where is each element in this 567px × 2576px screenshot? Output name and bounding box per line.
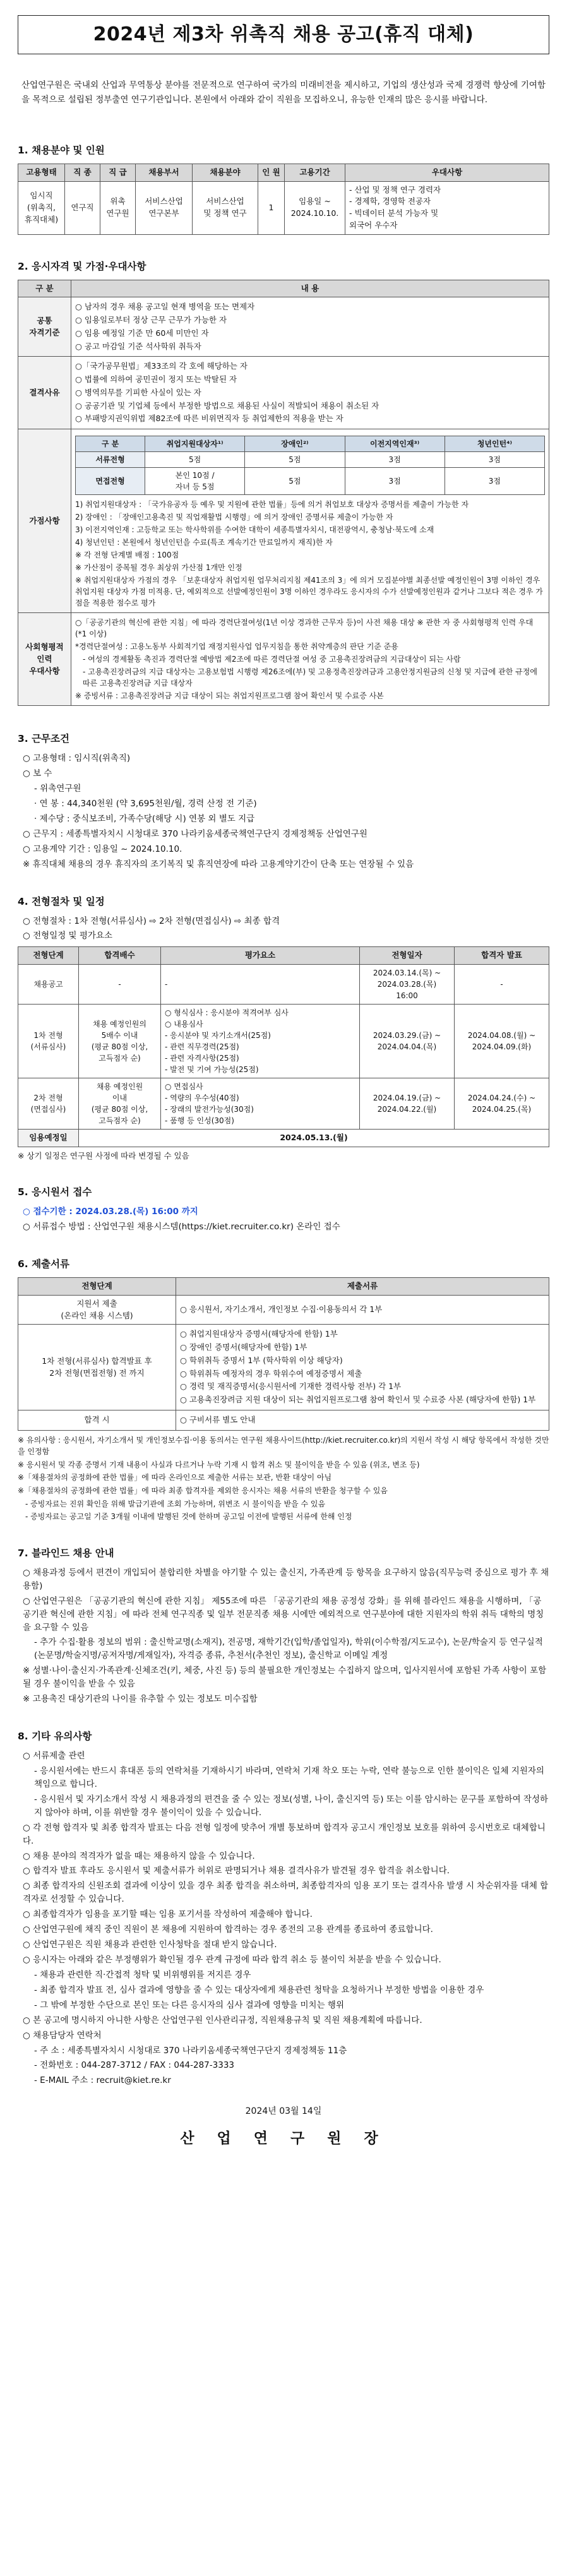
section-heading: 4. 전형절차 및 일정	[18, 895, 105, 907]
docs-list	[180, 1414, 545, 1426]
list-item: ○ 채용 분야의 적격자가 없을 때는 채용하지 않을 수 있습니다.	[23, 1851, 255, 1861]
list-item: ○ 부패방지권익위법 제82조에 따른 비위면직자 등 취업제한의 적용을 받는 자	[75, 414, 343, 424]
list-item: 4) 청년인턴 : 본원에서 청년인턴을 수료(특조 계속기간 만료일까지 재직)한 자	[75, 538, 333, 547]
row-label-bonus: 가점사항	[18, 429, 71, 613]
schedule-cell: 2024.03.14.(목) ~ 2024.03.28.(목) 16:00	[360, 965, 455, 1005]
common-criteria-list	[75, 301, 545, 352]
bonus-col-header: 이전지역인재³⁾	[345, 436, 445, 452]
list-item: - 추가 수집·활용 정보의 범위 : 출신학교명(소재지), 전공명, 재학기간(입학/졸업일자), 학위(이수학점/지도교수), 논문/학술지 등 연구실적(논문명/학술지명/공저자명/게재일자), 자격증 종류, 추천서(추천인 정보), 출신학교 이메일 계정	[34, 1637, 543, 1661]
bonus-points-table	[75, 436, 545, 495]
row-label-social: 사회형평적 인력 우대사항	[18, 613, 71, 706]
disqualification-list	[75, 361, 545, 425]
col-header: 전형일자	[360, 947, 455, 965]
documents-row	[18, 1325, 549, 1410]
schedule-cell: 2차 전형 (면접심사)	[18, 1078, 79, 1130]
list-item: ※ 고용촉진 대상기관의 나이를 유추할 수 있는 정보도 미수집함	[23, 1694, 258, 1705]
list-item: ○ 응시자는 아래와 같은 부정행위가 확인될 경우 관계 규정에 따라 합격 취소 등 불이익 처분을 받을 수 있습니다.	[23, 1954, 441, 1965]
list-item: · 제수당 : 중식보조비, 가족수당(해당 시) 연봉 외 별도 지급	[34, 813, 255, 824]
list-item: - 증빙자료는 공고일 기준 3개월 이내에 발행된 것에 한하며 공고일 이전에 발행된 서류에 한해 인정	[25, 1512, 352, 1522]
bonus-cell: 본인 10점 / 자녀 등 5점	[145, 468, 245, 495]
list-item: ※「채용절차의 공정화에 관한 법률」에 따라 최종 합격자를 제외한 응시자는 채용 서류의 반환을 청구할 수 있음	[18, 1486, 388, 1496]
list-item: ○「공공기관의 혁신에 관한 지침」에 따라 경력단절여성(1년 이상 경과한 근무자 등)이 사전 채용 대상 ※ 관한 자 중 사회형평적 인력 우대 (*1 이상)	[75, 618, 534, 639]
list-item: ※ 응시원서 및 각종 증명서 기재 내용이 사실과 다르거나 누락 기재 시 합격 취소 및 불이익을 받을 수 있음 (위조, 변조 등)	[18, 1460, 420, 1469]
list-item: ○ 고용형태 : 임시직(위촉직)	[23, 753, 131, 764]
doc-item: ○ 응시원서, 자기소개서, 개인정보 수집·이용동의서 각 1부	[180, 1304, 383, 1315]
list-item: ○「국가공무원법」제33조의 각 호에 해당하는 자	[75, 361, 248, 371]
application-deadline: ○ 접수기한 : 2024.03.28.(목) 16:00 까지	[23, 1207, 198, 1217]
schedule-note: ※ 상기 일정은 연구원 사정에 따라 변경될 수 있음	[18, 1150, 189, 1160]
col-header: 제출서류	[176, 1278, 549, 1296]
list-item: ※ 증빙서류 : 고용촉진장려금 지급 대상이 되는 취업지원프로그램 참여 확인서 및 수료증 사본	[75, 691, 384, 701]
schedule-cell: 채용공고	[18, 965, 79, 1005]
list-item: *경력단절여성 : 고용노동부 사회적기업 재정지원사업 업무지침을 통한 취약계층의 판단 기준 준용	[75, 642, 398, 652]
schedule-row	[18, 1078, 549, 1130]
list-item: ○ 전형일정 및 평가요소	[23, 931, 113, 941]
section-heading: 2. 응시자격 및 가점·우대사항	[18, 260, 146, 272]
list-item: ○ 산업연구원에 채직 중인 직원이 본 채용에 지원하여 합격하는 경우 종전의 고용 관계를 종료하여 종료합니다.	[23, 1924, 433, 1935]
signature: 산 업 연 구 원 장	[180, 2130, 387, 2147]
bonus-cell: 5점	[245, 468, 345, 495]
notes-list	[18, 1750, 549, 2087]
doc-item: ○ 취업지원대상자 증명서(해당자에 한함) 1부	[180, 1329, 338, 1339]
section-heading: 8. 기타 유의사항	[18, 1731, 92, 1743]
bonus-notes-list	[75, 499, 545, 609]
bonus-col-header: 취업지원대상자¹⁾	[145, 436, 245, 452]
list-item: ○ 채용과정 등에서 편견이 개입되어 불합리한 차별을 야기할 수 있는 출신지, 가족관계 등 항목을 요구하지 않음(직무능력 중심으로 평가 후 채용함)	[23, 1567, 549, 1591]
schedule-row	[18, 965, 549, 1005]
list-item: ○ 합격자 발표 후라도 응시원서 및 제출서류가 허위로 판명되거나 채용 결격사유가 발견될 경우 합격을 취소합니다.	[23, 1866, 450, 1876]
table-cell: 서비스산업 및 정책 연구	[193, 181, 258, 234]
schedule-cell: 채용 예정인원의 5배수 이내 (평균 80점 이상, 고득점자 순)	[79, 1005, 161, 1078]
list-item: ※ 휴직대체 채용의 경우 휴직자의 조기복직 및 휴직연장에 따라 고용계약기간이 단축 또는 연장될 수 있음	[23, 859, 414, 869]
list-item: ○ 채용담당자 연락처	[23, 2030, 102, 2041]
list-item: - 응시원서 및 자기소개서 작성 시 채용과정의 편견을 줄 수 있는 정보(성별, 나이, 출신지역 등) 또는 이를 암시하는 문구를 포함하여 작성하지 않아야 하며, 이를 위반할 경우 불이익이 있을 수 있습니다.	[34, 1794, 549, 1818]
list-item: ○ 임용일로부터 정상 근무 근무가 가능한 자	[75, 315, 227, 325]
table-cell: 임용일 ~ 2024.10.10.	[285, 181, 345, 234]
bonus-row-label: 서류전형	[76, 452, 145, 468]
bonus-cell: 3점	[345, 452, 445, 468]
schedule-cell: 2024.04.08.(월) ~ 2024.04.09.(화)	[455, 1005, 549, 1078]
col-header: 내 용	[71, 280, 549, 297]
col-header: 구 분	[18, 280, 71, 297]
col-header: 고용기간	[285, 164, 345, 181]
list-item: ○ 남자의 경우 채용 공고일 현재 병역을 또는 면제자	[75, 302, 255, 312]
list-item: ○ 임용 예정일 기준 만 60세 미만인 자	[75, 328, 209, 338]
section-blind-hiring	[18, 1546, 549, 1706]
bonus-col-header: 청년인턴⁴⁾	[445, 436, 544, 452]
schedule-cell: -	[79, 965, 161, 1005]
table-cell: 연구직	[65, 181, 100, 234]
col-header: 우대사항	[345, 164, 549, 181]
social-equity-list	[75, 617, 545, 701]
docs-list	[180, 1304, 545, 1316]
list-item: - 주 소 : 세종특별자치시 시청대로 370 나라키움세종국책연구단지 경제정책동 11층	[34, 2045, 347, 2056]
schedule-cell: 2024.03.29.(금) ~ 2024.04.04.(목)	[360, 1005, 455, 1078]
list-item: 3) 이전지역인재 : 고등학교 또는 학사학위를 수여한 대학이 세종특별자치시, 대전광역시, 충청남·북도에 소재	[75, 525, 434, 535]
application-method: ○ 서류접수 방법 : 산업연구원 채용시스템(https://kiet.recruiter.co.kr) 온라인 접수	[23, 1222, 340, 1232]
bonus-cell: 3점	[345, 468, 445, 495]
blind-hiring-list	[18, 1566, 549, 1706]
section-heading: 3. 근무조건	[18, 733, 69, 745]
bonus-cell: 5점	[145, 452, 245, 468]
col-header: 채용부서	[136, 164, 193, 181]
documents-notes	[18, 1434, 549, 1523]
stage-cell: 합격 시	[18, 1410, 176, 1430]
stage-cell: 지원서 제출 (온라인 채용 시스템)	[18, 1295, 176, 1325]
list-item: - 여성의 경제활동 촉진과 경력단절 예방법 제2조에 따른 경력단절 여성 중 고용촉진장려금의 지급대상이 되는 사람	[83, 655, 461, 664]
docs-list	[180, 1328, 545, 1406]
section-heading: 5. 응시원서 접수	[18, 1186, 92, 1198]
col-header: 고용형태	[18, 164, 65, 181]
list-item: - 그 밖에 부정한 수단으로 본인 또는 다른 응시자의 심사 결과에 영향을 미치는 행위	[34, 2000, 345, 2010]
schedule-cell: 2024.04.19.(금) ~ 2024.04.22.(월)	[360, 1078, 455, 1130]
list-item: ※ 가산점이 중복될 경우 최상위 가산점 1개만 인정	[75, 563, 242, 573]
bonus-row	[76, 468, 545, 495]
list-item: ○ 최종 합격자의 신원조회 결과에 이상이 있을 경우 최종 합격을 취소하며, 최종합격자의 임용 포기 또는 결격사유 발생 시 차순위자를 대체 합격자로 선정할 수 있습니다.	[23, 1881, 549, 1905]
bonus-cell: 5점	[245, 452, 345, 468]
list-item: ○ 병역의무를 기피한 사실이 있는 자	[75, 387, 201, 397]
positions-table	[18, 164, 549, 235]
doc-item: ○ 경력 및 재직증명서(응시원서에 기재한 경력사항 전부) 각 1부	[180, 1381, 402, 1392]
table-cell: 1	[258, 181, 285, 234]
col-header: 인 원	[258, 164, 285, 181]
section-heading: 1. 채용분야 및 인원	[18, 144, 105, 156]
schedule-cell: 채용 예정인원 이내 (평균 80점 이상, 고득점자 순)	[79, 1078, 161, 1130]
list-item: ○ 각 전형 합격자 및 최종 합격자 발표는 다음 전형 일정에 맞추어 개별 통보하며 합격자 공고시 개인정보 보호를 위하여 응시번호로 대체합니다.	[23, 1822, 546, 1846]
list-item: ○ 서류제출 관련	[23, 1751, 85, 1762]
bonus-row	[76, 452, 545, 468]
docs-cell	[176, 1325, 549, 1410]
doc-item: ○ 장애인 증명서(해당자에 한함) 1부	[180, 1342, 307, 1352]
list-item: ○ 본 공고에 명시하지 아니한 사항은 산업연구원 인사관리규정, 직원채용규칙 및 직원 채용계획에 따릅니다.	[23, 2015, 422, 2025]
section-procedure	[18, 894, 549, 1162]
list-item: ○ 전형절차 : 1차 전형(서류심사) ⇨ 2차 전형(면접심사) ⇨ 최종 합격	[23, 915, 280, 926]
col-header: 전형단계	[18, 1278, 176, 1296]
bonus-cell: 3점	[445, 452, 544, 468]
conditions-list	[18, 752, 549, 871]
table-cell: 서비스산업 연구본부	[136, 181, 193, 234]
schedule-cell: 2024.04.24.(수) ~ 2024.04.25.(목)	[455, 1078, 549, 1130]
qualifications-table	[18, 280, 549, 707]
docs-cell	[176, 1410, 549, 1430]
schedule-cell: -	[455, 965, 549, 1005]
appoint-label: 임용예정일	[18, 1130, 79, 1147]
table-cell: - 산업 및 정책 연구 경력자 - 경제학, 경영학 전공자 - 빅데이터 분석 가능자 및 외국어 우수자	[345, 181, 549, 234]
list-item: ○ 보 수	[23, 768, 52, 779]
row-label-disqualification: 결격사유	[18, 357, 71, 429]
section-application	[18, 1184, 549, 1234]
list-item: ※ 성별·나이·출신지·가족관계·신체조건(키, 체중, 사진 등) 등의 불필요한 개인정보는 수집하지 않으며, 입사지원서에 포함된 가족 사항이 포함될 경우 불이익을 받을 수 있음	[23, 1666, 547, 1690]
doc-item: ○ 학위취득 증명서 1부 (학사학위 이상 해당자)	[180, 1355, 343, 1365]
col-header: 직 종	[65, 164, 100, 181]
appoint-date: 2024.05.13.(월)	[79, 1130, 549, 1147]
list-item: ○ 산업연구원은 직원 채용과 관련한 인사청탁을 절대 받지 않습니다.	[23, 1940, 277, 1950]
list-item: ○ 법률에 의하여 공민권이 정지 또는 박탈된 자	[75, 374, 237, 385]
list-item: ○ 고용계약 기간 : 임용일 ~ 2024.10.10.	[23, 844, 182, 854]
section-qualifications	[18, 259, 549, 707]
list-item: ※「채용절차의 공정화에 관한 법률」에 따라 온라인으로 제출한 서류는 보관, 반환 대상이 아님	[18, 1473, 332, 1482]
schedule-row	[18, 1005, 549, 1078]
section-heading: 6. 제출서류	[18, 1258, 69, 1270]
list-item: 1) 취업지원대상자 : 「국가유공자 등 예우 및 지원에 관한 법률」등에 의거 취업보호 대상자 증명서를 제출이 가능한 자	[75, 500, 469, 510]
docs-cell	[176, 1295, 549, 1325]
section-positions	[18, 143, 549, 235]
row-label-common: 공통 자격기준	[18, 297, 71, 357]
list-item: ※ 각 전형 단계별 배점 : 100점	[75, 551, 179, 560]
list-item: - 응시원서에는 반드시 휴대폰 등의 연락처를 기재하시기 바라며, 연락처 기재 착오 또는 누락, 연락 불능으로 인한 불이익은 일체 지원자의 책임으로 합니다.	[34, 1765, 544, 1789]
col-header: 채용분야	[193, 164, 258, 181]
section-heading: 7. 블라인드 채용 안내	[18, 1547, 114, 1559]
announcement-date: 2024년 03월 14일	[245, 2106, 322, 2117]
col-header: 직 급	[100, 164, 136, 181]
col-header: 합격배수	[79, 947, 161, 965]
list-item: - 고용촉진장려금의 지급 대상자는 고용보험법 시행령 제26조에(부) 및 고용정촉진장려금과 고용안정지원금의 신청 및 지급에 관한 규정에 따른 고용촉진장려금 지급 대상자	[83, 667, 537, 688]
schedule-cell: 1차 전형 (서류심사)	[18, 1005, 79, 1078]
list-item: - 최종 합격자 발표 전, 심사 결과에 영향을 줄 수 있는 대상자에게 채용관련 청탁을 요청하거나 부정한 방법을 이용한 경우	[34, 1984, 484, 1995]
list-item: ○ 공공기관 및 기업체 등에서 부정한 방법으로 채용된 사실이 적발되어 채용이 취소된 자	[75, 400, 379, 410]
list-item: ○ 최종합격자가 임용을 포기할 때는 임용 포기서를 작성하여 제출해야 합니다.	[23, 1909, 313, 1920]
stage-cell: 1차 전형(서류심사) 합격발표 후 2차 전형(면접전형) 전 까지	[18, 1325, 176, 1410]
list-item: · 연 봉 : 44,340천원 (약 3,695천원/월, 경력 산정 전 기준)	[34, 798, 257, 809]
schedule-cell: ○ 면접심사 - 역량의 우수성(40점) - 장래의 발전가능성(30점) - 품행 등 인성(30점)	[161, 1078, 360, 1130]
col-header: 합격자 발표	[455, 947, 549, 965]
procedure-list	[18, 915, 549, 943]
list-item: ○ 산업연구원은 「공공기관의 혁신에 관한 지침」 제55조에 따른 「공공기관의 채용 공정성 강화」를 위해 블라인드 채용을 시행하며, 「공공기관 혁신에 관한 지침」에 따라 전체 연구직종 및 일부 전문직종 채용 시에만 예외적으로 연구분야에 대한 지원자의 학위 취득 대학의 명칭을 요구할 수 있음	[23, 1595, 544, 1633]
list-item: ※ 유의사항 : 응시원서, 자기소개서 및 개인정보수집·이용 동의서는 연구원 채용사이트(http://kiet.recruiter.co.kr)의 지원서 작성 시 해당 항목에서 작성한 것만을 인정함	[18, 1435, 549, 1457]
section-conditions	[18, 731, 549, 871]
list-item: - E-MAIL 주소 : recruit@kiet.re.kr	[34, 2075, 171, 2086]
bonus-col-header: 구 분	[76, 436, 145, 452]
list-item: - 채용과 관련한 직·간접적 청탁 및 비위행위를 저지른 경우	[34, 1969, 251, 1980]
documents-table	[18, 1277, 549, 1431]
list-item: - 위촉연구원	[34, 784, 81, 794]
table-cell: 임시직 (위촉직, 휴직대체)	[18, 181, 65, 234]
list-item: ※ 취업지원대상자 가점의 경우 「보훈대상자 취업지원 업무처리지침 제41조의 3」에 의거 모집분야별 최종선발 예정인원이 3명 이하인 경우 취업지원 대상자 가점 미적용. 단, 예외적으로 선발예정인원이 3명 이하인 경우라도 응시자의 수가 선발예정인원과 같거나 그보다 적은 경우 가점을 적용한 점수로 평가	[75, 576, 543, 608]
bonus-col-header: 장애인²⁾	[245, 436, 345, 452]
col-header: 평가요소	[161, 947, 360, 965]
bonus-cell: 3점	[445, 468, 544, 495]
schedule-table	[18, 946, 549, 1147]
section-notes	[18, 1729, 549, 2087]
list-item: - 전화번호 : 044-287-3712 / FAX : 044-287-3333	[34, 2060, 234, 2071]
table-cell: 위촉 연구원	[100, 181, 136, 234]
schedule-cell: ○ 형식심사 : 응시분야 적격여부 심사 ○ 내용심사 - 응시분야 및 자기소개서(25점) - 관련 직무경력(25점) - 관련 자격사항(25점) - 발전 및 기여 가능성(25점)	[161, 1005, 360, 1078]
documents-row	[18, 1295, 549, 1325]
intro-paragraph: 산업연구원은 국내외 산업과 무역통상 분야를 전문적으로 연구하여 국가의 미래비전을 제시하고, 기업의 생산성과 국제 경쟁력 향상에 기여함을 목적으로 설립된 정부출연 연구기관입니다. 본원에서 아래와 같이 직원을 모집하오니, 유능한 인재의 많은 응시를 바랍니다.	[21, 80, 546, 105]
list-item: 2) 장애인 : 「장애인고용촉진 및 직업재활법 시행령」에 의거 장애인 증명서류 제출이 가능한 자	[75, 513, 393, 522]
doc-item: ○ 고용촉진장려금 지원 대상이 되는 취업지원프로그램 참여 확인서 및 수료증 사본 (해당자에 한함) 1부	[180, 1395, 536, 1405]
col-header: 전형단계	[18, 947, 79, 965]
section-documents	[18, 1256, 549, 1523]
list-item: ○ 근무지 : 세종특별자치시 시청대로 370 나라키움세종국책연구단지 경제정책동 산업연구원	[23, 828, 367, 839]
doc-item: ○ 구비서류 별도 안내	[180, 1414, 256, 1424]
document-title: 2024년 제3차 위촉직 채용 공고(휴직 대체)	[18, 15, 549, 54]
schedule-cell: -	[161, 965, 360, 1005]
list-item: - 증빙자료는 진위 확인을 위해 발급기관에 조회 가능하며, 위변조 시 불이익을 받을 수 있음	[25, 1499, 326, 1508]
documents-row	[18, 1410, 549, 1430]
doc-item: ○ 학위취득 예정자의 경우 학위수여 예정증명서 제출	[180, 1368, 362, 1378]
list-item: ○ 공고 마감일 기준 석사학위 취득자	[75, 341, 201, 351]
bonus-row-label: 면접전형	[76, 468, 145, 495]
